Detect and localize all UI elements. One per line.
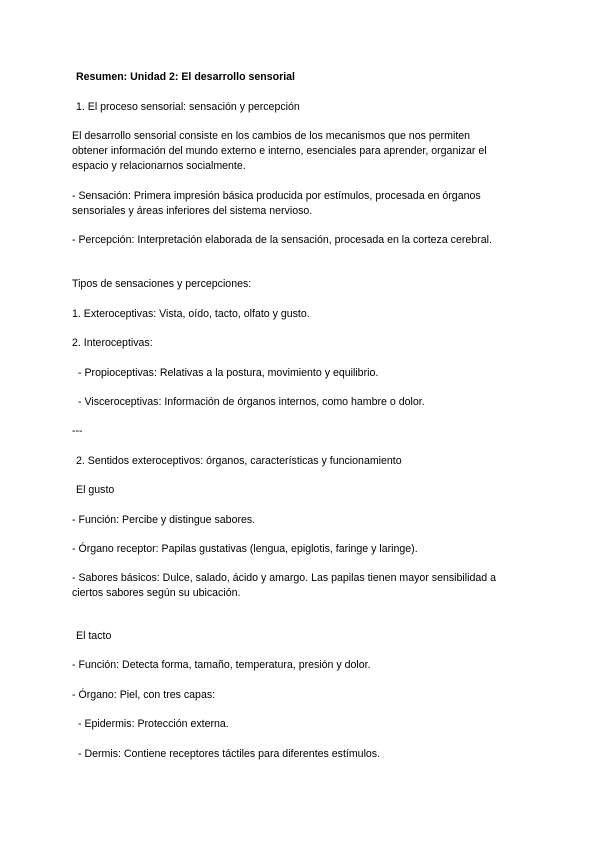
section1-heading: 1. El proceso sensorial: sensación y percepción [76,101,300,113]
tacto-dermis: - Dermis: Contiene receptores táctiles para diferentes estímulos. [78,748,381,760]
intro-line-2: obtener información del mundo externo e interno, esenciales para aprender, organizar el [72,145,487,157]
tacto-organo: - Órgano: Piel, con tres capas: [72,689,216,701]
visceroceptivas-item: - Visceroceptivas: Información de órganos internos, como hambre o dolor. [78,396,425,408]
section2-heading: 2. Sentidos exteroceptivos: órganos, características y funcionamiento [76,455,402,467]
intro-line-1: El desarrollo sensorial consiste en los cambios de los mecanismos que nos permiten [72,130,471,142]
sensacion-line-2: sensoriales y áreas inferiores del sistema nervioso. [72,205,313,217]
percepcion-paragraph: - Percepción: Interpretación elaborada de la sensación, procesada en la corteza cerebral. [72,234,492,246]
interoceptivas-item: 2. Interoceptivas: [72,337,153,349]
tacto-heading: El tacto [76,630,112,642]
document-title: Resumen: Unidad 2: El desarrollo sensorial [76,71,295,83]
tacto-epidermis: - Epidermis: Protección externa. [78,718,229,730]
gusto-sabores-line-2: ciertos sabores según su ubicación. [72,587,241,599]
propioceptivas-item: - Propioceptivas: Relativas a la postura, movimiento y equilibrio. [78,367,379,379]
gusto-heading: El gusto [76,484,115,496]
separator: --- [72,425,83,437]
gusto-sabores-line-1: - Sabores básicos: Dulce, salado, ácido y amargo. Las papilas tienen mayor sensibilidad a [72,572,496,584]
tacto-funcion: - Función: Detecta forma, tamaño, temperatura, presión y dolor. [72,659,371,671]
gusto-organo: - Órgano receptor: Papilas gustativas (lengua, epiglotis, faringe y laringe). [72,543,418,555]
exteroceptivas-item: 1. Exteroceptivas: Vista, oído, tacto, olfato y gusto. [72,308,310,320]
intro-line-3: espacio y relacionarnos socialmente. [72,160,246,172]
gusto-funcion: - Función: Percibe y distingue sabores. [72,514,256,526]
tipos-heading: Tipos de sensaciones y percepciones: [72,278,252,290]
sensacion-line-1: - Sensación: Primera impresión básica producida por estímulos, procesada en órganos [72,190,481,202]
